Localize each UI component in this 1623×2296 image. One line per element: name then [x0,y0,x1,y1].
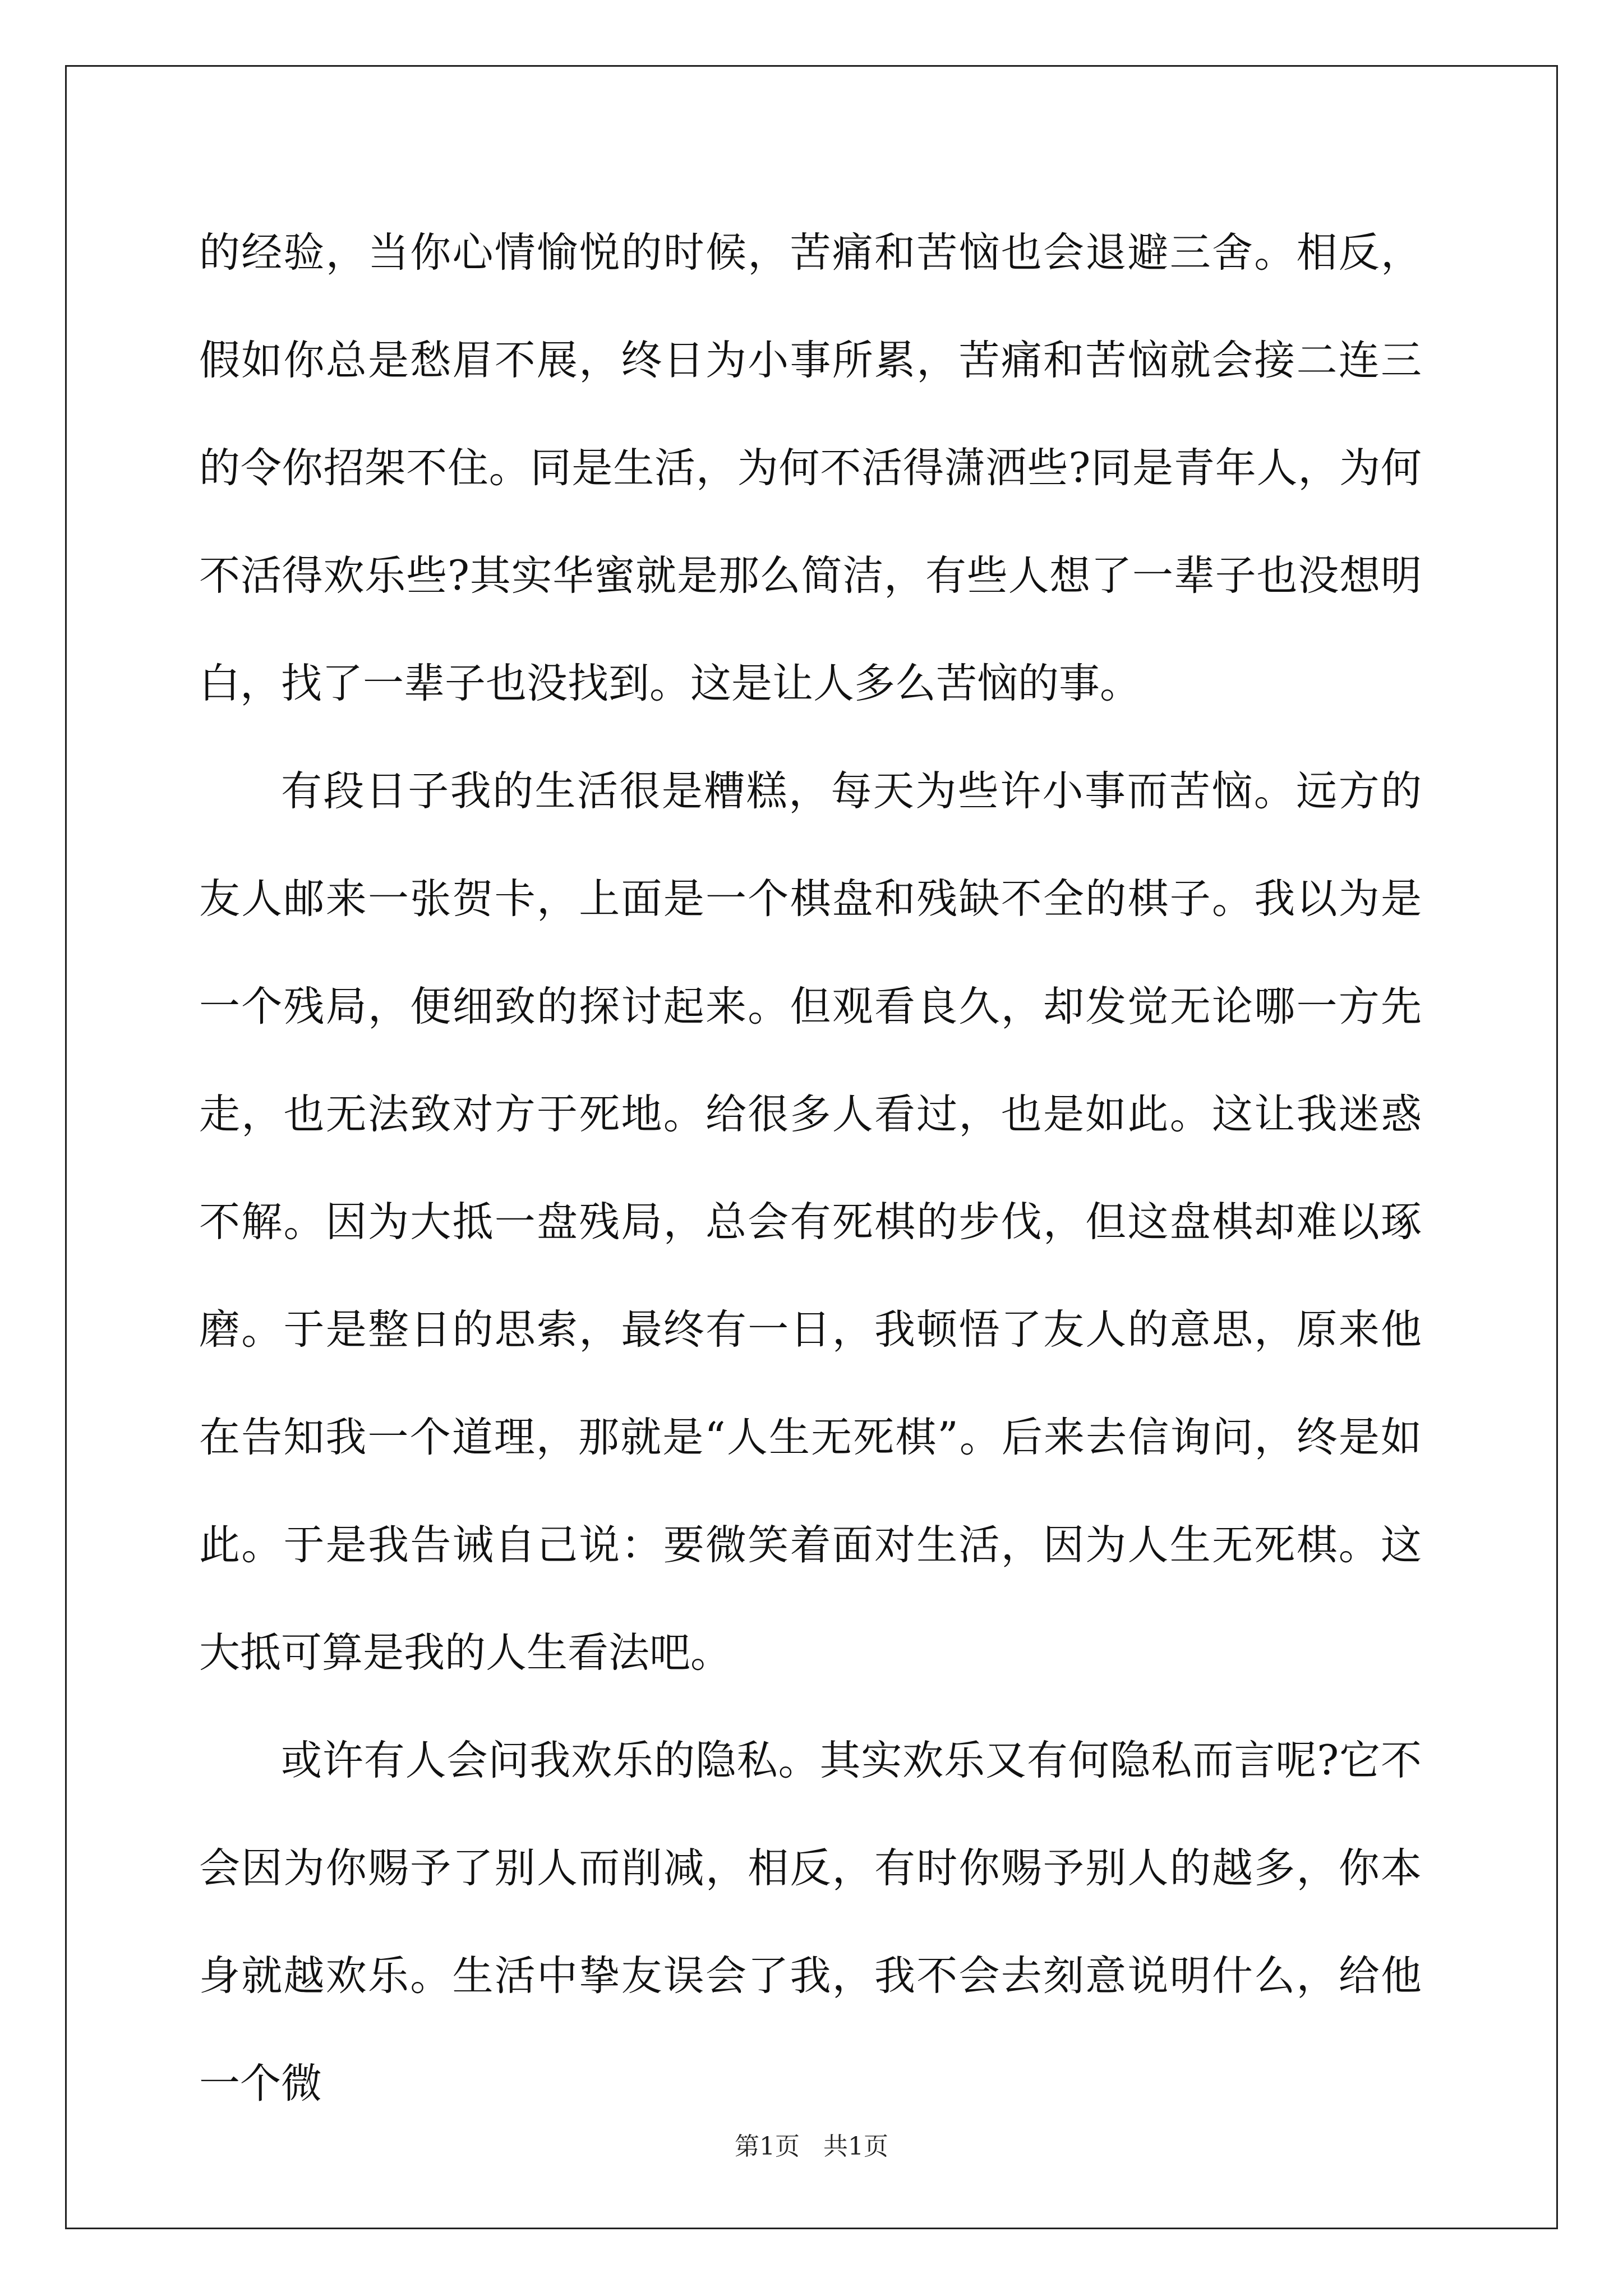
paragraph-3: 或许有人会问我欢乐的隐私。其实欢乐又有何隐私而言呢?它不会因为你赐予了别人而削减，相反，有时你赐予别人的越多，你本身就越欢乐。生活中挚友误会了我，我不会去刻意说明什么，给他一个微 [199,1737,1422,2108]
paragraph-2: 有段日子我的生活很是糟糕，每天为些许小事而苦恼。远方的友人邮来一张贺卡，上面是一个棋盘和残缺不全的棋子。我以为是一个残局，便细致的探讨起来。但观看良久，却发觉无论哪一方先走，也无法致对方于死地。给很多人看过，也是如此。这让我迷惑不解。因为大抵一盘残局，总会有死棋的步伐，但这盘棋却难以琢磨。于是整日的思索，最终有一日，我顿悟了友人的意思，原来他在告知我一个道理，那就是“人生无死棋”。后来去信询问，终是如此。于是我告诫自己说：要微笑着面对生活，因为人生无死棋。这大抵可算是我的人生看法吧。 [199,767,1422,1677]
paragraph-1: 的经验，当你心情愉悦的时候，苦痛和苦恼也会退避三舍。相反，假如你总是愁眉不展，终日为小事所累，苦痛和苦恼就会接二连三的令你招架不住。同是生活，为何不活得潇洒些?同是青年人，为何不活得欢乐些?其实华蜜就是那么简洁，有些人想了一辈子也没想明白，找了一辈子也没找到。这是让人多么苦恼的事。 [199,229,1422,707]
page-footer: 第1页 共1页 [735,2132,888,2161]
document-body [199,199,1422,2138]
